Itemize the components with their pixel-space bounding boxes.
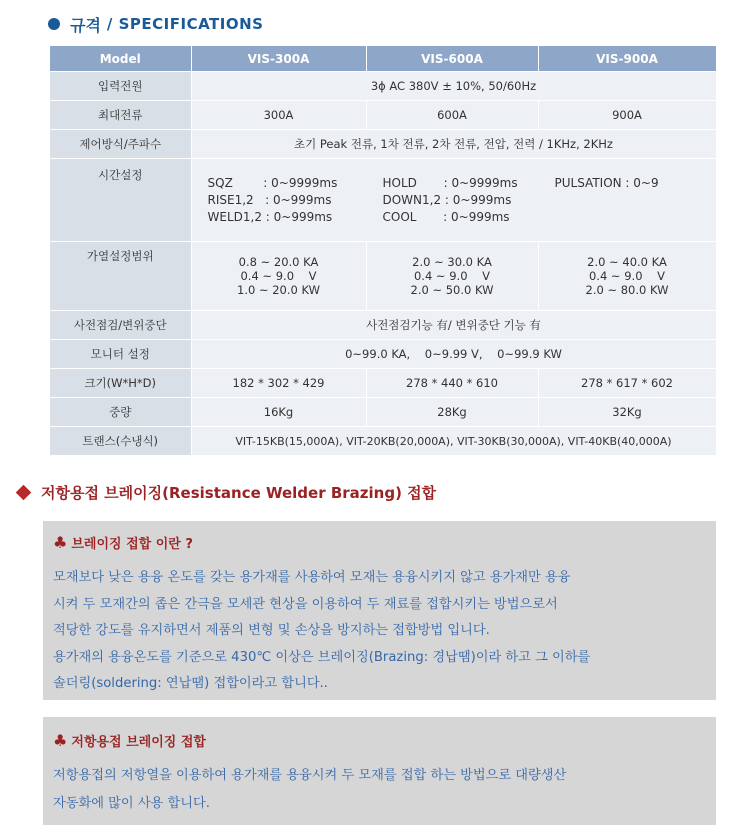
table-row — [50, 427, 716, 456]
table-row — [50, 340, 716, 369]
table-row — [50, 369, 716, 398]
body-line: 저항용접의 저항열을 이용하여 용가재를 용융시켜 두 모재를 접합 하는 방법으로 대량생산 — [53, 768, 567, 783]
box-body — [53, 762, 702, 818]
row-label-time-setting: 시간설정 — [50, 159, 191, 242]
table-row — [50, 242, 716, 311]
time-item-down: DOWN1,2 : 0~999ms — [382, 193, 512, 207]
resistance-brazing-box — [43, 717, 716, 825]
brazing-section-heading — [18, 482, 436, 503]
max-current-900: 900A — [538, 101, 716, 130]
row-label-size: 크기(W*H*D) — [50, 369, 191, 398]
weight-600: 28Kg — [366, 398, 538, 427]
body-line: 솔더링(soldering: 연납땜) 접합이라고 합니다.. — [53, 676, 328, 691]
size-600: 278 * 440 * 610 — [366, 369, 538, 398]
box-title — [53, 533, 193, 552]
weight-900: 32Kg — [538, 398, 716, 427]
monitor-value: 0~99.0 KA, 0~9.99 V, 0~99.9 KW — [191, 340, 716, 369]
heat-power: 1.0 ~ 20.0 KW — [237, 283, 320, 297]
weight-300: 16Kg — [191, 398, 366, 427]
time-item-sqz: SQZ : 0~9999ms — [207, 176, 338, 190]
max-current-600: 600A — [366, 101, 538, 130]
time-item-rise: RISE1,2 : 0~999ms — [207, 193, 332, 207]
row-label-trans: 트랜스(수냉식) — [50, 427, 191, 456]
body-line: 자동화에 많이 사용 합니다. — [53, 796, 210, 811]
heat-power: 2.0 ~ 80.0 KW — [585, 283, 669, 297]
row-label-control: 제어방식/주파수 — [50, 130, 191, 159]
row-label-heat-setting: 가열설정범위 — [50, 242, 191, 311]
table-row — [50, 311, 716, 340]
time-item-empty — [555, 210, 705, 224]
spec-section-heading — [48, 12, 263, 36]
row-label-weight: 중량 — [50, 398, 191, 427]
heat-voltage: 0.4 ~ 9.0 V — [588, 269, 665, 283]
size-900: 278 * 617 * 602 — [538, 369, 716, 398]
heat-voltage: 0.4 ~ 9.0 V — [240, 269, 317, 283]
row-label-precheck: 사전점검/변위중단 — [50, 311, 191, 340]
bullet-dot-icon — [48, 18, 60, 30]
diamond-bullet-icon — [16, 485, 32, 501]
heat-setting-900 — [538, 242, 716, 311]
heat-current: 2.0 ~ 40.0 KA — [587, 255, 667, 269]
heat-setting-600 — [366, 242, 538, 311]
heat-current: 0.8 ~ 20.0 KA — [238, 255, 319, 269]
box-title-text: 브레이징 접합 이란 ? — [71, 537, 193, 552]
body-line: 모재보다 낮은 용융 온도를 갖는 용가재를 사용하여 모재는 용융시키지 않고 용가재만 용융 — [53, 570, 571, 585]
header-vis-900a: VIS-900A — [538, 46, 716, 72]
box-body — [53, 565, 702, 698]
time-item-pulsation: PULSATION : 0~9 — [554, 176, 659, 190]
spec-table — [50, 46, 717, 456]
time-item-weld: WELD1,2 : 0~999ms — [207, 210, 333, 224]
table-row — [50, 159, 716, 242]
club-icon: ♣ — [53, 731, 68, 750]
row-label-monitor: 모니터 설정 — [50, 340, 191, 369]
header-model: Model — [50, 46, 191, 72]
table-header-row — [50, 46, 716, 72]
heat-current: 2.0 ~ 30.0 KA — [412, 255, 492, 269]
table-row — [50, 130, 716, 159]
body-line: 용가재의 용융온도를 기준으로 430℃ 이상은 브레이징(Brazing: 경납땜)이라 하고 그 이하를 — [53, 649, 591, 665]
brazing-definition-box — [43, 521, 716, 700]
table-row — [50, 72, 716, 101]
row-label-max-current: 최대전류 — [50, 101, 191, 130]
box-title-text: 저항용접 브레이징 접합 — [71, 735, 206, 750]
heat-power: 2.0 ~ 50.0 KW — [410, 283, 494, 297]
table-row — [50, 398, 716, 427]
row-label-input-power: 입력전원 — [50, 72, 191, 101]
heat-voltage: 0.4 ~ 9.0 V — [413, 269, 490, 283]
header-vis-600a: VIS-600A — [366, 46, 538, 72]
table-row — [50, 101, 716, 130]
max-current-300: 300A — [191, 101, 366, 130]
brazing-section-title: 저항용접 브레이징(Resistance Welder Brazing) 접합 — [41, 484, 437, 502]
time-item-empty — [555, 193, 705, 207]
precheck-value: 사전점검기능 有/ 변위중단 기능 有 — [191, 311, 716, 340]
body-line: 적당한 강도를 유지하면서 제품의 변형 및 손상을 방지하는 접합방법 입니다. — [53, 623, 490, 638]
size-300: 182 * 302 * 429 — [191, 369, 366, 398]
spec-title-en: / SPECIFICATIONS — [106, 15, 264, 33]
box-title — [53, 731, 206, 750]
input-power-value: 3ϕ AC 380V ± 10%, 50/60Hz — [191, 72, 716, 101]
control-value: 초기 Peak 전류, 1차 전류, 2차 전류, 전압, 전력 / 1KHz, 2KHz — [191, 130, 716, 159]
spec-title-ko: 규격 — [70, 15, 101, 35]
header-vis-300a: VIS-300A — [191, 46, 366, 72]
time-item-cool: COOL : 0~999ms — [382, 210, 510, 224]
time-setting-cell — [191, 159, 716, 242]
heat-setting-300 — [191, 242, 366, 311]
time-item-hold: HOLD : 0~9999ms — [382, 176, 518, 190]
trans-value: VIT-15KB(15,000A), VIT-20KB(20,000A), VIT-30KB(30,000A), VIT-40KB(40,000A) — [191, 427, 716, 456]
club-icon: ♣ — [53, 533, 68, 552]
body-line: 시켜 두 모재간의 좁은 간극을 모세관 현상을 이용하여 두 재료를 접합시키는 방법으로서 — [53, 596, 558, 612]
